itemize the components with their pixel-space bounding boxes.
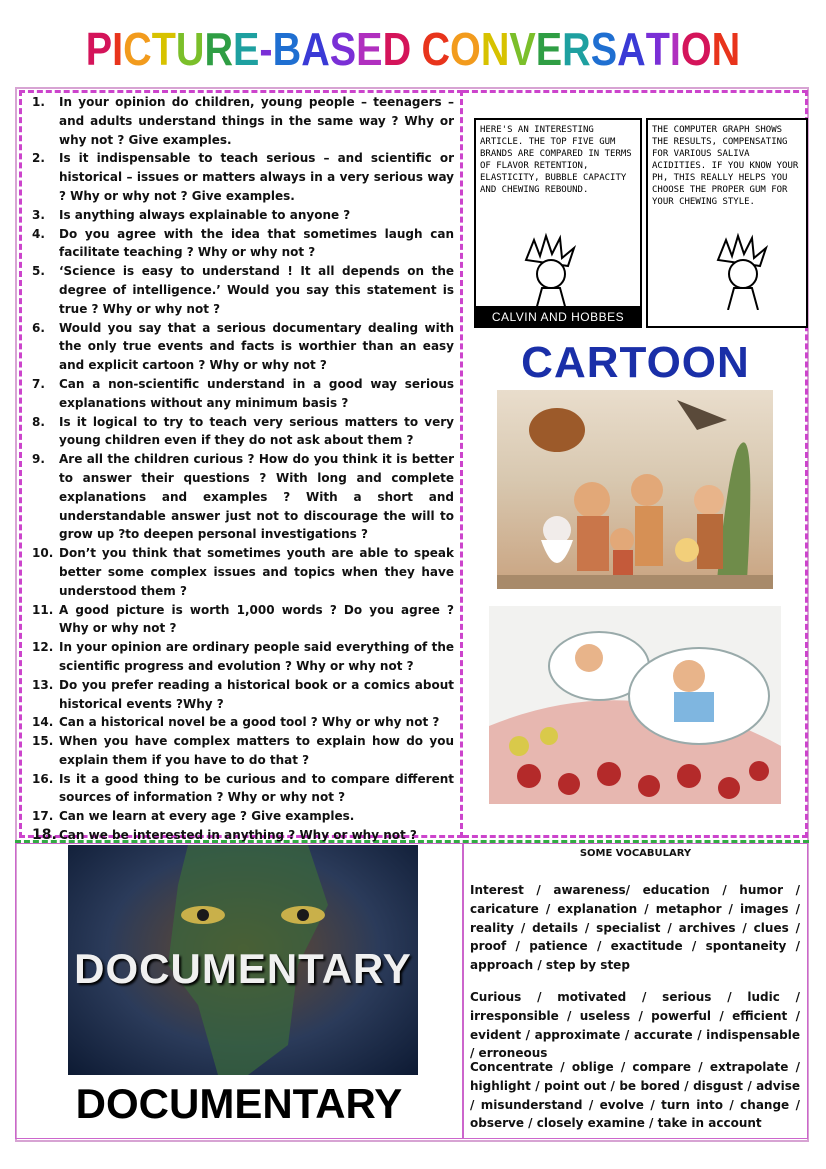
title-letter: N	[711, 23, 741, 75]
question-text: Can a historical novel be a good tool ? Why or why not ?	[59, 715, 440, 730]
question-number: 14.	[32, 715, 54, 730]
question-text: Is anything always explainable to anyone ?	[59, 207, 351, 222]
title-letter: P	[85, 23, 113, 75]
question-number: 17.	[32, 809, 54, 824]
question-number: 13.	[32, 677, 54, 692]
documentary-image-text: DOCUMENTARY	[74, 945, 412, 992]
question-number: 10.	[32, 546, 54, 561]
cartoon-image-body	[489, 606, 781, 804]
speech-bubble: THE COMPUTER GRAPH SHOWS THE RESULTS, COMPENSATING FOR VARIOUS SALIVA ACIDITIES. IF YOU KNOW YOUR PH, THIS REALLY HELPS YOU CHOOSE THE PROPER GUM FOR YOUR CHEWING STYLE.	[652, 125, 799, 207]
body-adventure-scene-icon	[489, 606, 781, 804]
calvin-figure-icon	[516, 230, 586, 310]
title-letter: V	[509, 23, 536, 75]
question-text: A good picture is worth 1,000 words ? Do you agree ? Why or why not ?	[59, 602, 454, 636]
question-text: In your opinion do children, young people – teenagers – and adults understand things in the same way ? Why or why not ? Give examples.	[59, 95, 454, 147]
comic-panel-2	[646, 118, 808, 328]
prehistoric-scene-icon	[497, 390, 773, 589]
speech-bubble: HERE'S AN INTERESTING ARTICLE. THE TOP FIVE GUM BRANDS ARE COMPARED IN TERMS OF FLAVOR RETENTION, ELASTICITY, BUBBLE CAPACITY AND CHEWING REBOUND.	[480, 125, 632, 195]
title-letter: E	[535, 23, 563, 75]
question-item	[32, 601, 454, 639]
question-item	[32, 413, 454, 451]
vocabulary-title: SOME VOCABULARY	[579, 848, 692, 859]
title-letter: C	[421, 23, 451, 75]
title-letter: R	[204, 23, 234, 75]
calvin-figure-icon	[708, 230, 778, 310]
question-text: In your opinion are ordinary people said everything of the scientific progress and evolution ? Why or why not ?	[59, 640, 454, 673]
question-text: Is it a good thing to be curious and to compare different sources of information ? Why or why not ?	[59, 771, 454, 805]
page-title	[58, 22, 768, 76]
question-number: 7.	[32, 376, 45, 391]
question-item	[32, 450, 454, 544]
question-text: Can we learn at every age ? Give examples.	[59, 809, 355, 824]
question-item	[32, 770, 454, 808]
question-number: 6.	[32, 320, 45, 335]
title-letter: O	[450, 23, 481, 75]
title-letter: -	[259, 23, 273, 75]
question-text: Can a non-scientific understand in a good way serious explanations without any minimum basis ?	[59, 376, 454, 410]
title-letter: D	[382, 23, 412, 75]
question-list	[32, 93, 454, 845]
question-item	[32, 149, 454, 205]
question-item	[32, 319, 454, 375]
title-letter: C	[123, 23, 152, 75]
vocabulary-verbs: Concentrate / oblige / compare / extrapolate / highlight / point out / be bored / disgust / advise / misunderstand / evolve / turn into / change / observe / closely examine / take in account	[470, 1060, 800, 1131]
question-text: Do you prefer reading a historical book or a comics about historical events ?Why ?	[59, 677, 454, 711]
question-text: Don’t you think that sometimes youth are able to speak better some complex issues and topics when they have understood them ?	[59, 546, 454, 598]
question-number: 4.	[32, 226, 45, 241]
question-item	[32, 375, 454, 413]
question-number: 1.	[32, 95, 45, 109]
question-number: 12.	[32, 640, 54, 655]
question-item	[32, 826, 454, 845]
question-item	[32, 676, 454, 714]
title-letter: B	[272, 23, 302, 75]
title-letter: T	[645, 23, 670, 75]
title-letter: T	[151, 23, 176, 75]
question-item	[32, 262, 454, 318]
cartoon-image-prehistoric	[497, 390, 773, 589]
documentary-image	[68, 845, 418, 1075]
vocabulary-adjectives: Curious / motivated / serious / ludic / irresponsible / useless / powerful / efficient / evident / approximate / accurate / indispensable / erroneous	[470, 990, 800, 1061]
question-number: 8.	[32, 414, 45, 429]
question-text: Do you agree with the idea that sometimes laugh can facilitate teaching ? Why or why not ?	[59, 226, 454, 260]
title-letter: N	[480, 23, 510, 75]
question-text: When you have complex matters to explain how do you explain them if you have to do that ?	[59, 734, 454, 767]
question-number: 3.	[32, 207, 45, 222]
question-number: 9.	[32, 452, 45, 467]
question-text: Are all the children curious ? How do you think it is better to answer their questions ? With long and complete explanations and examples ? With a short and understandable answer just not to discourage the will to grow up ?to deepen personal investigations ?	[59, 452, 454, 542]
title-letter: A	[617, 23, 646, 75]
title-letter: E	[356, 23, 383, 75]
title-letter: A	[301, 23, 330, 75]
question-item	[32, 93, 454, 149]
title-letter: U	[175, 23, 205, 75]
question-number: 15.	[32, 734, 54, 749]
title-letter: O	[680, 23, 712, 75]
question-text: ‘Science is easy to understand ! It all depends on the degree of intelligence.’ Would you say this statement is true ? Why or why not ?	[59, 264, 454, 316]
title-letter: I	[112, 23, 124, 75]
cartoon-heading: CARTOON	[521, 338, 750, 387]
question-text: Can we be interested in anything ? Why or why not ?	[59, 828, 417, 843]
question-item	[32, 638, 454, 676]
question-number: 2.	[32, 151, 45, 166]
title-letter: E	[233, 23, 260, 75]
question-number: 16.	[32, 771, 54, 786]
question-number: 5.	[32, 264, 45, 279]
title-letter: S	[329, 23, 357, 75]
comic-caption: CALVIN AND HOBBES	[474, 306, 642, 328]
question-text: Is it logical to try to teach very serious matters to very young children even if they do not ask about them ?	[59, 414, 454, 448]
question-item	[32, 713, 454, 732]
question-item	[32, 225, 454, 263]
title-letter: I	[669, 23, 681, 75]
vocabulary-nouns: Interest / awareness/ education / humor / caricature / explanation / metaphor / images / reality / details / specialist / archives / clues / proof / patience / exactitude / spontaneity / approach / step by step	[470, 883, 800, 973]
question-item	[32, 544, 454, 600]
question-item	[32, 206, 454, 225]
question-number: 18.	[32, 827, 57, 844]
question-text: Is it indispensable to teach serious – and scientific or historical – issues or matters always in a very serious way ? Why or why not ? Give examples.	[59, 151, 454, 203]
title-letter: S	[590, 23, 618, 75]
question-number: 11.	[32, 602, 54, 617]
documentary-heading: DOCUMENTARY	[75, 1080, 403, 1127]
question-item	[32, 807, 454, 826]
comic-panel-1	[474, 118, 642, 328]
title-letter: R	[562, 23, 591, 75]
question-item	[32, 732, 454, 770]
question-text: Would you say that a serious documentary dealing with the only true events and facts is worthier than an easy and explicit cartoon ? Why or why not ?	[59, 320, 454, 373]
